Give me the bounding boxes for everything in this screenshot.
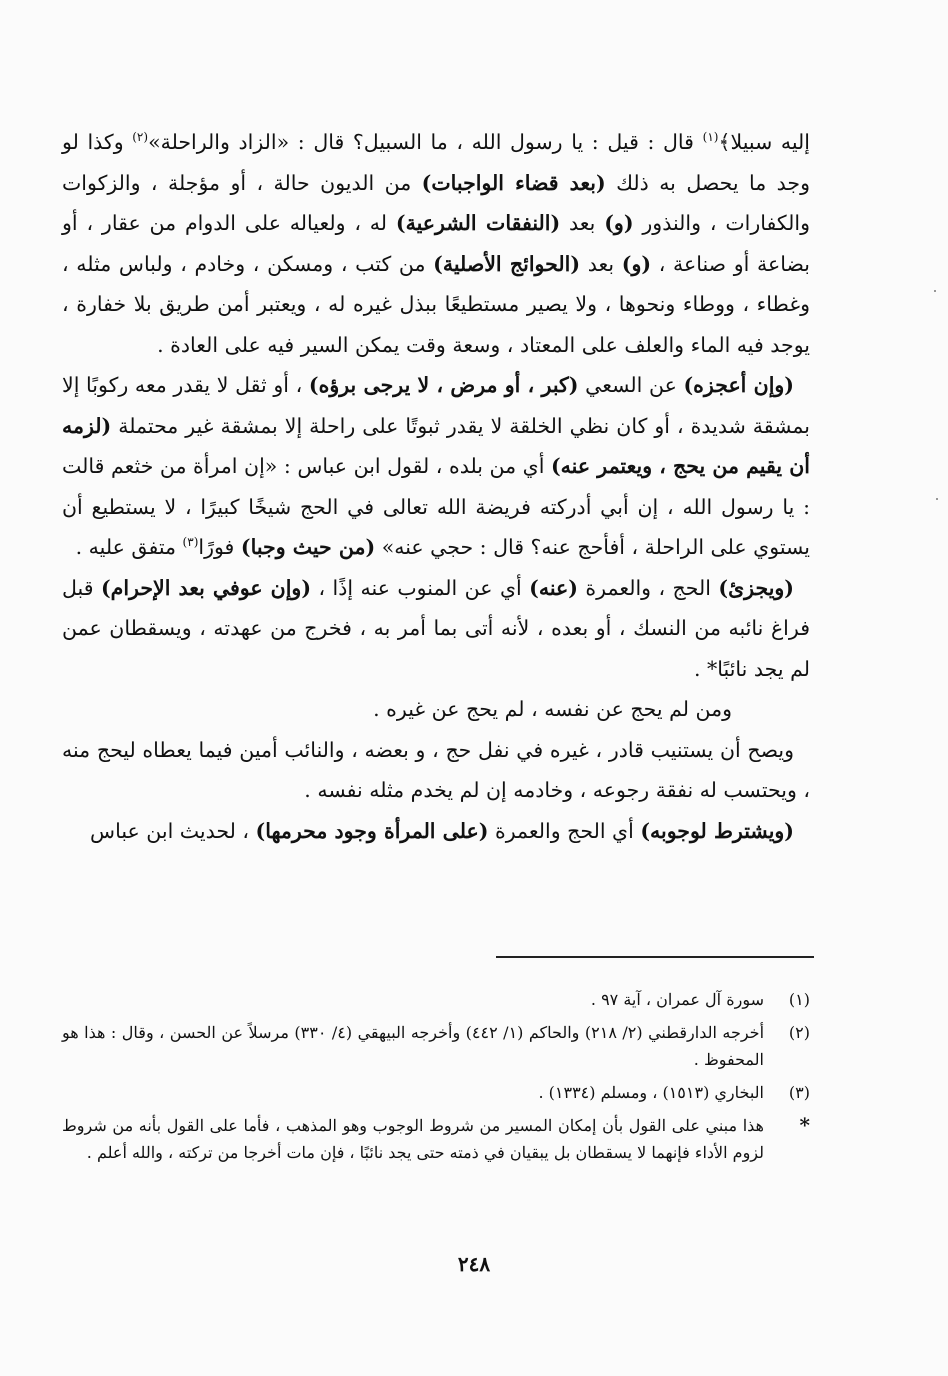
sharh-text: ، لحديث ابن عباس [90,818,256,843]
paragraph [62,365,810,568]
footnote-text: أخرجه الدارقطني (٢/ ٢١٨) والحاكم (١/ ٤٤٢) وأخرجه البيهقي (٤/ ٣٣٠) مرسلاً عن الحسن ، وقال : هذا هو المحفوظ . [62,1023,765,1069]
footnote-reference: (٢) [132,130,149,145]
sharh-text: وكذا لو وجد ما يحصل به ذلك [62,130,811,195]
footnote-text: سورة آل عمران ، آية ٩٧ . [590,990,764,1009]
footnote [62,986,810,1013]
footnote-number: (١) [788,990,810,1009]
matn-text: (من حيث وجبا) [240,535,376,559]
footnote-marker: * [799,1113,810,1137]
matn-text: (النفقات الشرعية) [395,211,561,235]
sharh-text: إليه سبيلا﴾ [718,130,810,154]
footnote-separator [496,956,814,958]
main-text [62,122,810,851]
sharh-text: الحج ، والعمرة [577,575,719,600]
matn-text: (الحوائج الأصلية) [433,251,581,276]
footnote-reference: (٣) [182,535,199,550]
matn-text: (ويشترط لوجوبه) [640,818,794,843]
sharh-text: قال : قيل : يا رسول الله ، ما السبيل؟ قال : «الزاد والراحلة» [148,130,703,154]
matn-text: (بعد قضاء الواجبات) [421,170,606,195]
sharh-text: أي عن المنوب عنه إذًا ، [311,575,530,600]
matn-text: (ويجزئ) [718,575,794,600]
footnote-reference: (١) [702,130,719,145]
footnote-text: البخاري (١٥١٣) ، ومسلم (١٣٣٤) . [538,1083,764,1102]
matn-text: (وإن عوفي بعد الإحرام) [100,575,312,600]
sharh-text: فورًا [198,535,241,559]
sharh-text: من كتب ، ومسكن ، وخادم ، ولباس مثله ، وغطاء ، ووطاء ونحوها ، ولا يصير مستطيعًا ببذل غيره له ، ويعتبر أمن طريق بلا خفارة ، يوجد فيه الماء والعلف على المعتاد ، وسعة وقت يمكن السير فيه على العادة . [62,251,810,357]
matn-text: (وإن أعجزه) [683,373,794,397]
sharh-text: عن السعي [578,373,684,397]
footnotes [62,986,810,1172]
sharh-text: ، أو ثقل لا يقدر معه ركوبًا إلا بمشقة شديدة ، أو كان نظي الخلقة لا يقدر ثبوتًا على راحلة إلا بمشقة غير محتملة [62,373,810,438]
sharh-text: متفق عليه . [75,535,183,559]
sharh-text: بعد [580,251,622,276]
matn-text: (و) [621,251,652,276]
matn-text: (كبر ، أو مرض ، لا يرجى برؤه) [308,373,579,397]
sharh-text: من الديون حالة ، أو مؤجلة ، والزكوات والكفارات ، والنذور [62,170,810,235]
footnote [62,1112,810,1166]
matn-text: (و) [604,211,634,235]
page-number: ٢٤٨ [457,1252,491,1276]
paragraph [62,730,810,811]
footnote-number: (٣) [788,1083,810,1102]
paragraph [62,811,810,852]
matn-text: (لزمه أن يقيم من يحج ، ويعتمر عنه) [62,413,810,478]
sharh-text: ويصح أن يستنيب قادر ، غيره في نفل حج ، و بعضه ، والنائب أمين فيما يعطاه ليحج منه ، ويحتسب له نفقة رجوعه ، وخادمه إن لم يخدم مثله نفسه . [62,737,810,802]
margin-speck [936,498,938,500]
matn-text: (عنه) [529,575,578,600]
sharh-text: قبل فراغ نائبه من النسك ، أو بعده ، لأنه أتى بما أمر به ، فخرج من عهدته ، ويسقطان عمن لم يجد نائبًا* . [62,575,810,681]
sharh-text: بعد [560,211,605,235]
footnote-number: (٢) [788,1023,810,1042]
matn-text: (على المرأة وجود محرمها) [255,818,489,843]
sharh-text: ومن لم يحج عن نفسه ، لم يحج عن غيره . [373,697,732,721]
footnote-text: هذا مبني على القول بأن إمكان المسير من شروط الوجوب وهو المذهب ، فأما على القول بأنه من شروط لزوم الأداء فإنهما لا يسقطان بل يبقيان في ذمته حتى يجد نائبًا ، فإن مات أخرجا من تركته ، والله أعلم . [62,1116,764,1162]
margin-speck [934,290,936,292]
paragraph [62,122,810,365]
footnote [62,1019,810,1073]
sharh-text: له ، ولعياله على الدوام من عقار ، أو بضاعة أو صناعة ، [62,211,810,276]
paragraph [62,689,810,730]
sharh-text: أي الحج والعمرة [488,818,641,843]
paragraph [62,568,810,690]
sharh-text: أي من بلده ، لقول ابن عباس : «إن امرأة من خثعم قالت : يا رسول الله ، إن أبي أدركته فريضة الله تعالى في الحج شيخًا كبيرًا ، لا يستطيع أن يستوي على الراحلة ، أفأحج عنه؟ قال : حجي عنه» [62,454,810,559]
footnote [62,1079,810,1106]
